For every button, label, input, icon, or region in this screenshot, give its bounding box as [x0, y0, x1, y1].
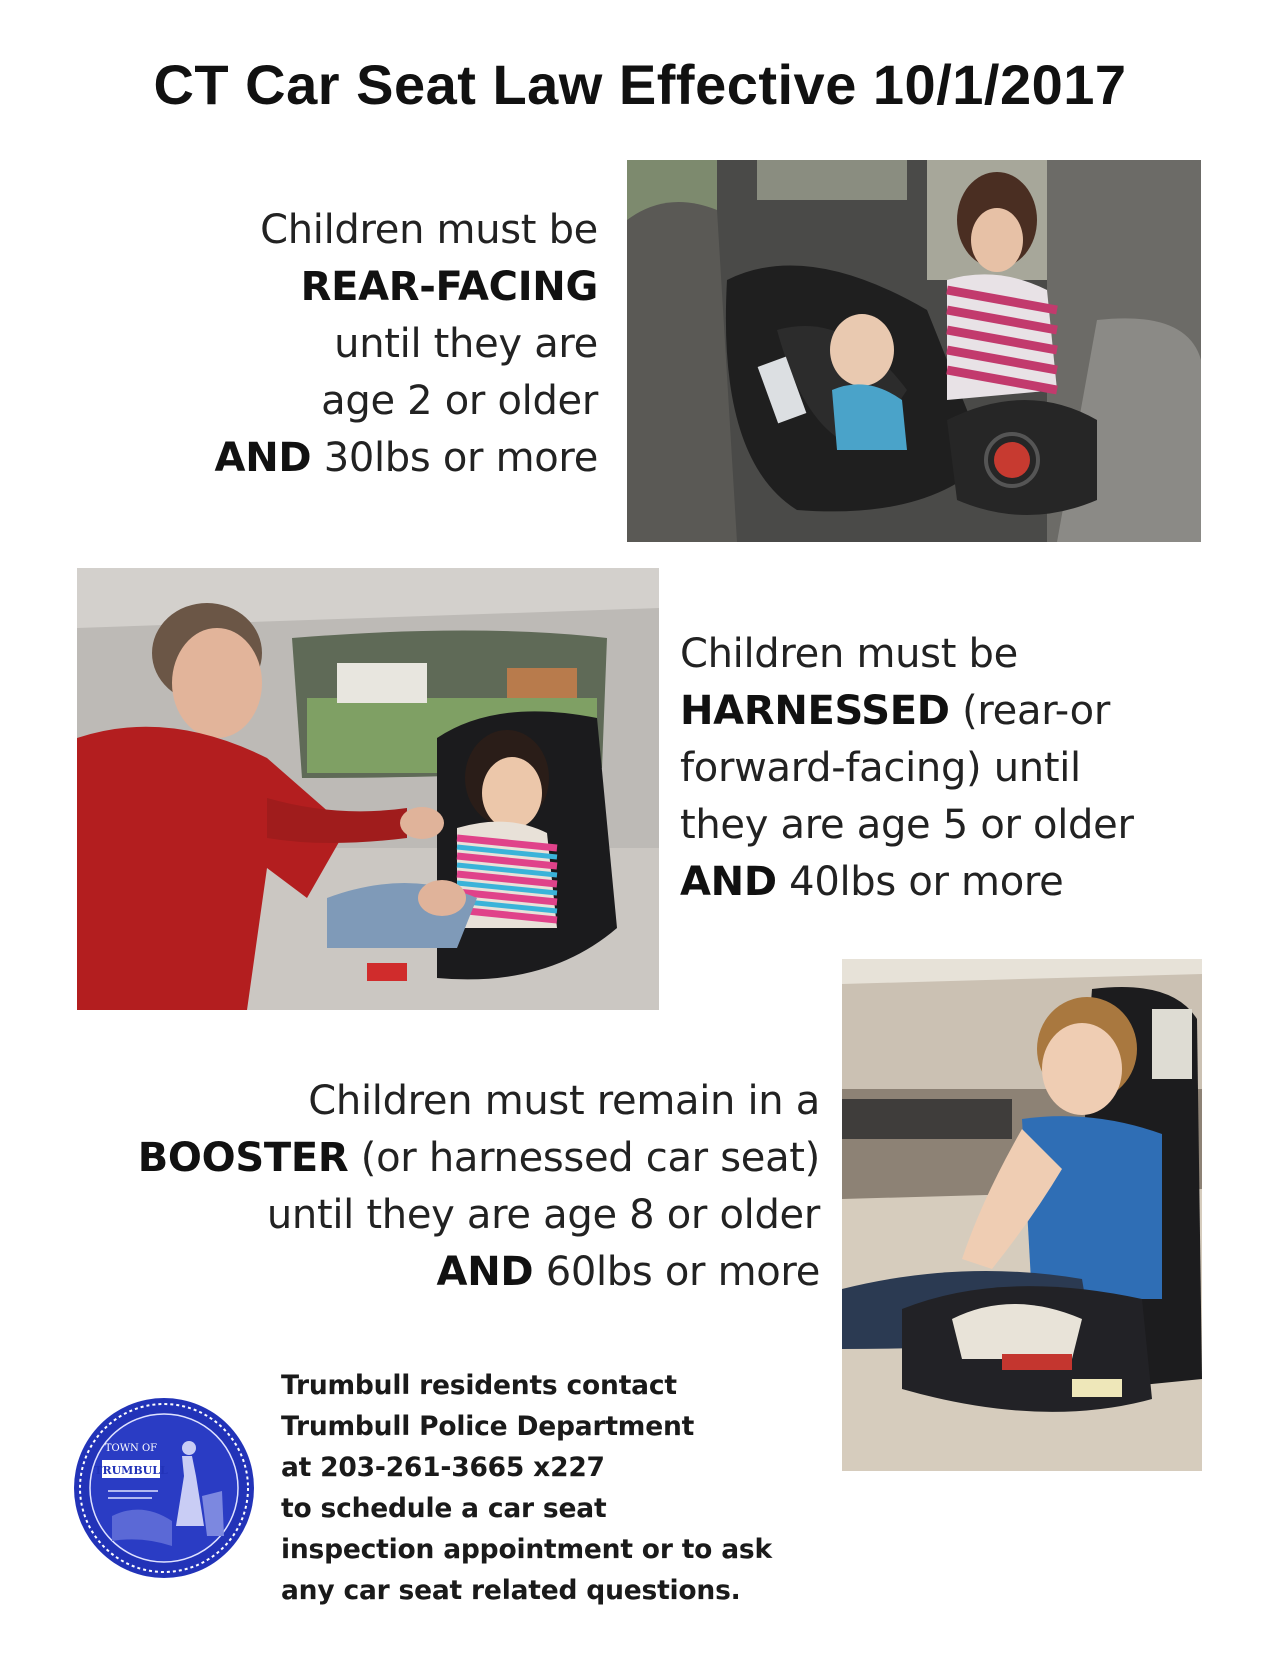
booster-and: AND: [436, 1249, 534, 1295]
rear-facing-rule: [130, 202, 598, 487]
seal-text-top: TOWN OF: [104, 1443, 158, 1454]
booster-keyword: BOOSTER: [137, 1135, 349, 1181]
harnessed-seat-photo: [77, 568, 659, 1010]
rear-facing-keyword: REAR-FACING: [300, 264, 598, 310]
seal-text-main: TRUMBULL: [94, 1464, 168, 1477]
rear-facing-line4: age 2 or older: [321, 378, 598, 424]
page-title: CT Car Seat Law Effective 10/1/2017: [153, 53, 1127, 116]
booster-rule: [80, 1073, 820, 1301]
booster-weight: 60lbs or more: [533, 1249, 820, 1295]
rear-facing-line3: until they are: [334, 321, 598, 367]
harnessed-rule: [680, 626, 1220, 911]
contact-line4: to schedule a car seat: [281, 1493, 607, 1524]
contact-line2: Trumbull Police Department: [281, 1411, 695, 1442]
booster-line2-rest: (or harnessed car seat): [348, 1135, 820, 1181]
booster-line3: until they are age 8 or older: [266, 1192, 820, 1238]
contact-line5: inspection appointment or to ask: [281, 1534, 772, 1565]
harnessed-line1: Children must be: [680, 631, 1018, 677]
harnessed-keyword: HARNESSED: [680, 688, 950, 734]
rear-facing-weight: 30lbs or more: [311, 435, 598, 481]
contact-phone: at 203-261-3665 x227: [281, 1452, 605, 1483]
contact-line1: Trumbull residents contact: [281, 1370, 677, 1401]
harnessed-and: AND: [680, 859, 777, 905]
trumbull-seal-logo: [72, 1396, 256, 1580]
rear-facing-line1: Children must be: [260, 207, 598, 253]
contact-line6: any car seat related questions.: [281, 1575, 741, 1606]
booster-line1: Children must remain in a: [308, 1078, 820, 1124]
harnessed-weight: 40lbs or more: [776, 859, 1064, 905]
harnessed-line3: forward-facing) until: [680, 745, 1081, 791]
rear-facing-seat-photo: [627, 160, 1201, 542]
harnessed-line4: they are age 5 or older: [680, 802, 1134, 848]
rear-facing-and: AND: [214, 435, 312, 481]
booster-seat-photo: [842, 959, 1202, 1471]
harnessed-line2-rest: (rear-or: [949, 688, 1110, 734]
contact-info: [281, 1365, 881, 1611]
